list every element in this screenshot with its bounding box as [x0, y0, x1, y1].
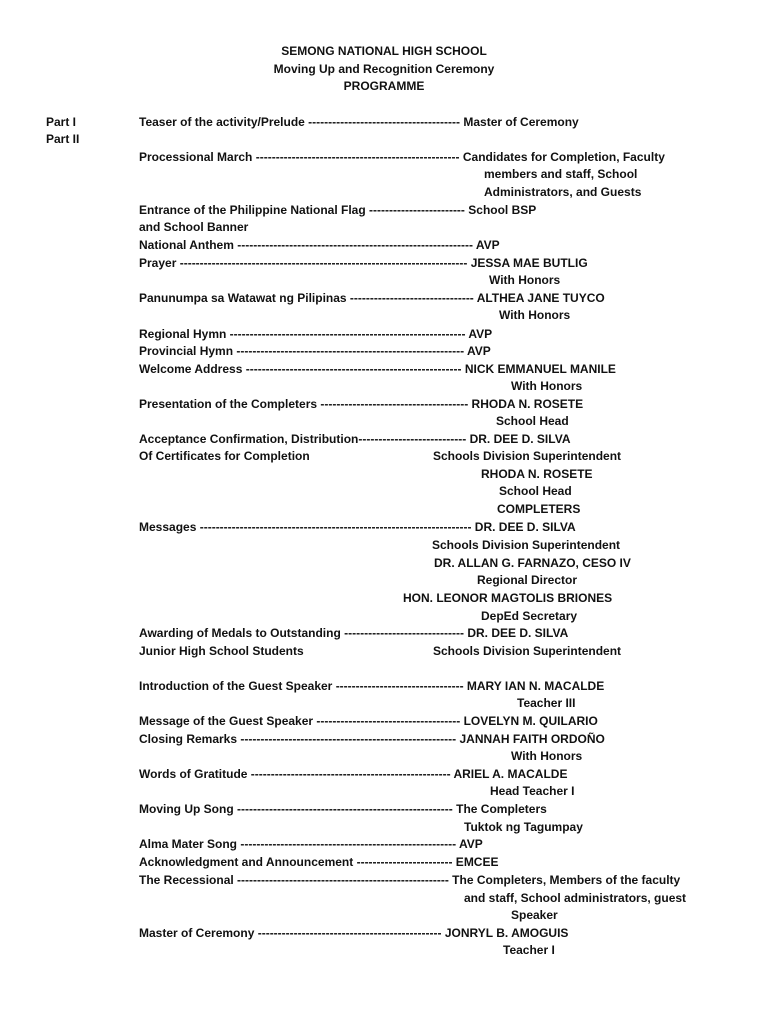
panunumpa-honors: With Honors — [499, 308, 571, 322]
programme-title: PROGRAMME — [343, 79, 425, 93]
messages-name-2: DR. ALLAN G. FARNAZO, CESO IV — [434, 556, 631, 570]
message-guest-line: Message of the Guest Speaker ------------------------------------ LOVELYN M. QUILARIO — [139, 714, 598, 728]
master-line: Master of Ceremony ---------------------------------------------- JONRYL B. AMOGUIS — [139, 926, 569, 940]
acceptance-role-2: School Head — [499, 484, 572, 498]
part-two-label: Part II — [46, 132, 80, 146]
welcome-line: Welcome Address ------------------------------------------------------ NICK EMMANUEL MANILE — [139, 362, 616, 376]
closing-line: Closing Remarks ------------------------------------------------------ JANNAH FAITH ORDOÑO — [139, 732, 605, 746]
flag-line-2: and School Banner — [139, 220, 249, 234]
master-role: Teacher I — [503, 943, 555, 957]
messages-role-2: Regional Director — [477, 573, 578, 587]
acknowledgment-line: Acknowledgment and Announcement ------------------------ EMCEE — [139, 855, 499, 869]
awarding-line: Awarding of Medals to Outstanding ------------------------------ DR. DEE D. SILVA — [139, 626, 569, 640]
messages-role-3: DepEd Secretary — [481, 609, 578, 623]
teaser-line: Teaser of the activity/Prelude -------------------------------------- Master of Ceremony — [139, 115, 579, 129]
acceptance-name-2: RHODA N. ROSETE — [481, 467, 593, 481]
panunumpa-line: Panunumpa sa Watawat ng Pilipinas ------------------------------- ALTHEA JANE TUYCO — [139, 291, 605, 305]
processional-line-3: Administrators, and Guests — [484, 185, 642, 199]
moving-up-song: Tuktok ng Tagumpay — [464, 820, 583, 834]
awarding-role: Schools Division Superintendent — [433, 644, 622, 658]
alma-mater-line: Alma Mater Song ------------------------------------------------------ AVP — [139, 837, 483, 851]
recessional-line-3: Speaker — [511, 908, 558, 922]
acceptance-line: Acceptance Confirmation, Distribution--------------------------- DR. DEE D. SILVA — [139, 432, 571, 446]
school-name: SEMONG NATIONAL HIGH SCHOOL — [281, 44, 487, 58]
acceptance-completers: COMPLETERS — [497, 502, 581, 516]
flag-line: Entrance of the Philippine National Flag ------------------------ School BSP — [139, 203, 537, 217]
acceptance-line-2: Of Certificates for Completion — [139, 449, 310, 463]
regional-hymn-line: Regional Hymn ----------------------------------------------------------- AVP — [139, 327, 493, 341]
recessional-line: The Recessional ----------------------------------------------------- The Completers, Members of the faculty — [139, 873, 681, 887]
awarding-line-2: Junior High School Students — [139, 644, 304, 658]
ceremony-title: Moving Up and Recognition Ceremony — [273, 62, 495, 76]
prayer-honors: With Honors — [489, 273, 561, 287]
part-one-label: Part I — [46, 115, 77, 129]
gratitude-line: Words of Gratitude -------------------------------------------------- ARIEL A. MACALDE — [139, 767, 568, 781]
presentation-line: Presentation of the Completers ------------------------------------- RHODA N. ROSETE — [139, 397, 584, 411]
messages-name-3: HON. LEONOR MAGTOLIS BRIONES — [403, 591, 613, 605]
welcome-honors: With Honors — [511, 379, 583, 393]
provincial-hymn-line: Provincial Hymn --------------------------------------------------------- AVP — [139, 344, 491, 358]
closing-honors: With Honors — [511, 749, 583, 763]
prayer-line: Prayer ------------------------------------------------------------------------ JESSA MAE BUTLIG — [139, 256, 588, 270]
processional-line: Processional March --------------------------------------------------- Candidates for Completion, Faculty — [139, 150, 665, 164]
intro-guest-line: Introduction of the Guest Speaker -------------------------------- MARY IAN N. MACALDE — [139, 679, 605, 693]
messages-role-1: Schools Division Superintendent — [432, 538, 621, 552]
gratitude-role: Head Teacher I — [490, 784, 575, 798]
messages-line: Messages -------------------------------------------------------------------- DR. DEE D. SILVA — [139, 520, 576, 534]
moving-up-line: Moving Up Song ------------------------------------------------------ The Completers — [139, 802, 547, 816]
recessional-line-2: and staff, School administrators, guest — [464, 891, 687, 905]
intro-guest-role: Teacher III — [517, 696, 576, 710]
anthem-line: National Anthem ----------------------------------------------------------- AVP — [139, 238, 500, 252]
presentation-role: School Head — [496, 414, 569, 428]
acceptance-role: Schools Division Superintendent — [433, 449, 622, 463]
processional-line-2: members and staff, School — [484, 167, 638, 181]
